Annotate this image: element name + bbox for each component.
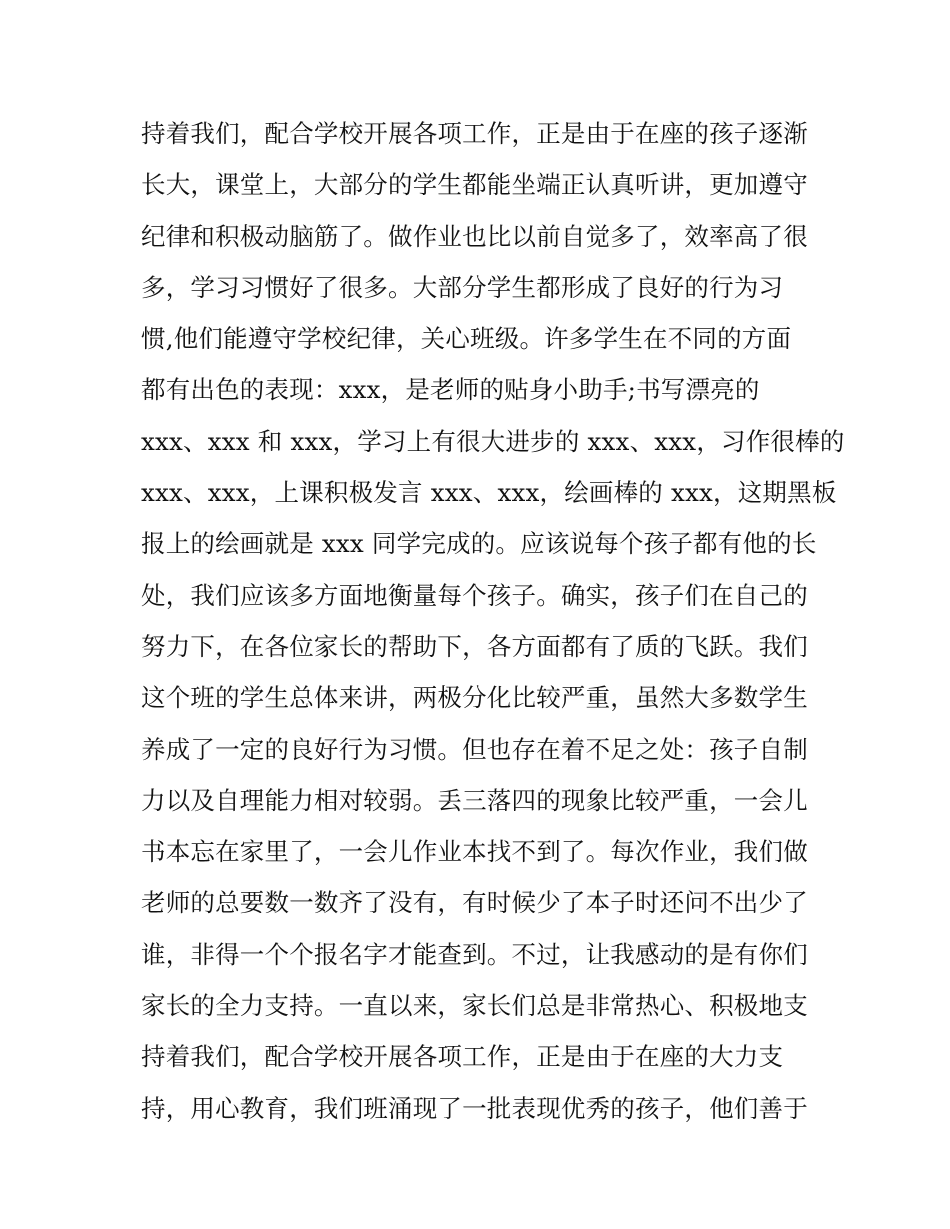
text-line-5: 惯,他们能遵守学校纪律，关心班级。许多学生在不同的方面 bbox=[141, 324, 792, 354]
text-line-18: 家长的全力支持。一直以来，家长们总是非常热心、积极地支 bbox=[141, 991, 808, 1021]
text-line-3: 纪律和积极动脑筋了。做作业也比以前自觉多了，效率高了很 bbox=[141, 221, 808, 251]
text-line-12: 这个班的学生总体来讲，两极分化比较严重，虽然大多数学生 bbox=[141, 683, 808, 713]
text-line-10: 处，我们应该多方面地衡量每个孩子。确实，孩子们在自己的 bbox=[141, 580, 808, 610]
text-line-16: 老师的总要数一数齐了没有，有时候少了本子时还问不出少了 bbox=[141, 888, 808, 918]
text-line-11: 努力下，在各位家长的帮助下，各方面都有了质的飞跃。我们 bbox=[141, 631, 808, 661]
text-line-6: 都有出色的表现：xxx，是老师的贴身小助手;书写漂亮的 bbox=[141, 375, 760, 405]
text-line-17: 谁，非得一个个报名字才能查到。不过，让我感动的是有你们 bbox=[141, 939, 808, 969]
text-line-15: 书本忘在家里了，一会儿作业本找不到了。每次作业，我们做 bbox=[141, 837, 808, 867]
text-line-13: 养成了一定的良好行为习惯。但也存在着不足之处：孩子自制 bbox=[141, 734, 808, 764]
text-line-14: 力以及自理能力相对较弱。丢三落四的现象比较严重，一会儿 bbox=[141, 785, 808, 815]
body-text bbox=[141, 108, 845, 1134]
text-line-8: xxx、xxx，上课积极发言 xxx、xxx，绘画棒的 xxx，这期黑板 bbox=[141, 478, 837, 508]
text-line-2: 长大，课堂上，大部分的学生都能坐端正认真听讲，更加遵守 bbox=[141, 170, 808, 200]
text-line-9: 报上的绘画就是 xxx 同学完成的。应该说每个孩子都有他的长 bbox=[141, 529, 817, 559]
text-line-4: 多，学习习惯好了很多。大部分学生都形成了良好的行为习 bbox=[141, 272, 784, 302]
text-line-1: 持着我们，配合学校开展各项工作，正是由于在座的孩子逐渐 bbox=[141, 119, 808, 148]
text-line-20: 持，用心教育，我们班涌现了一批表现优秀的孩子，他们善于 bbox=[141, 1093, 808, 1123]
text-line-7: xxx、xxx 和 xxx，学习上有很大进步的 xxx、xxx，习作很棒的 bbox=[141, 426, 845, 456]
text-line-19: 持着我们，配合学校开展各项工作，正是由于在座的大力支 bbox=[141, 1042, 784, 1072]
